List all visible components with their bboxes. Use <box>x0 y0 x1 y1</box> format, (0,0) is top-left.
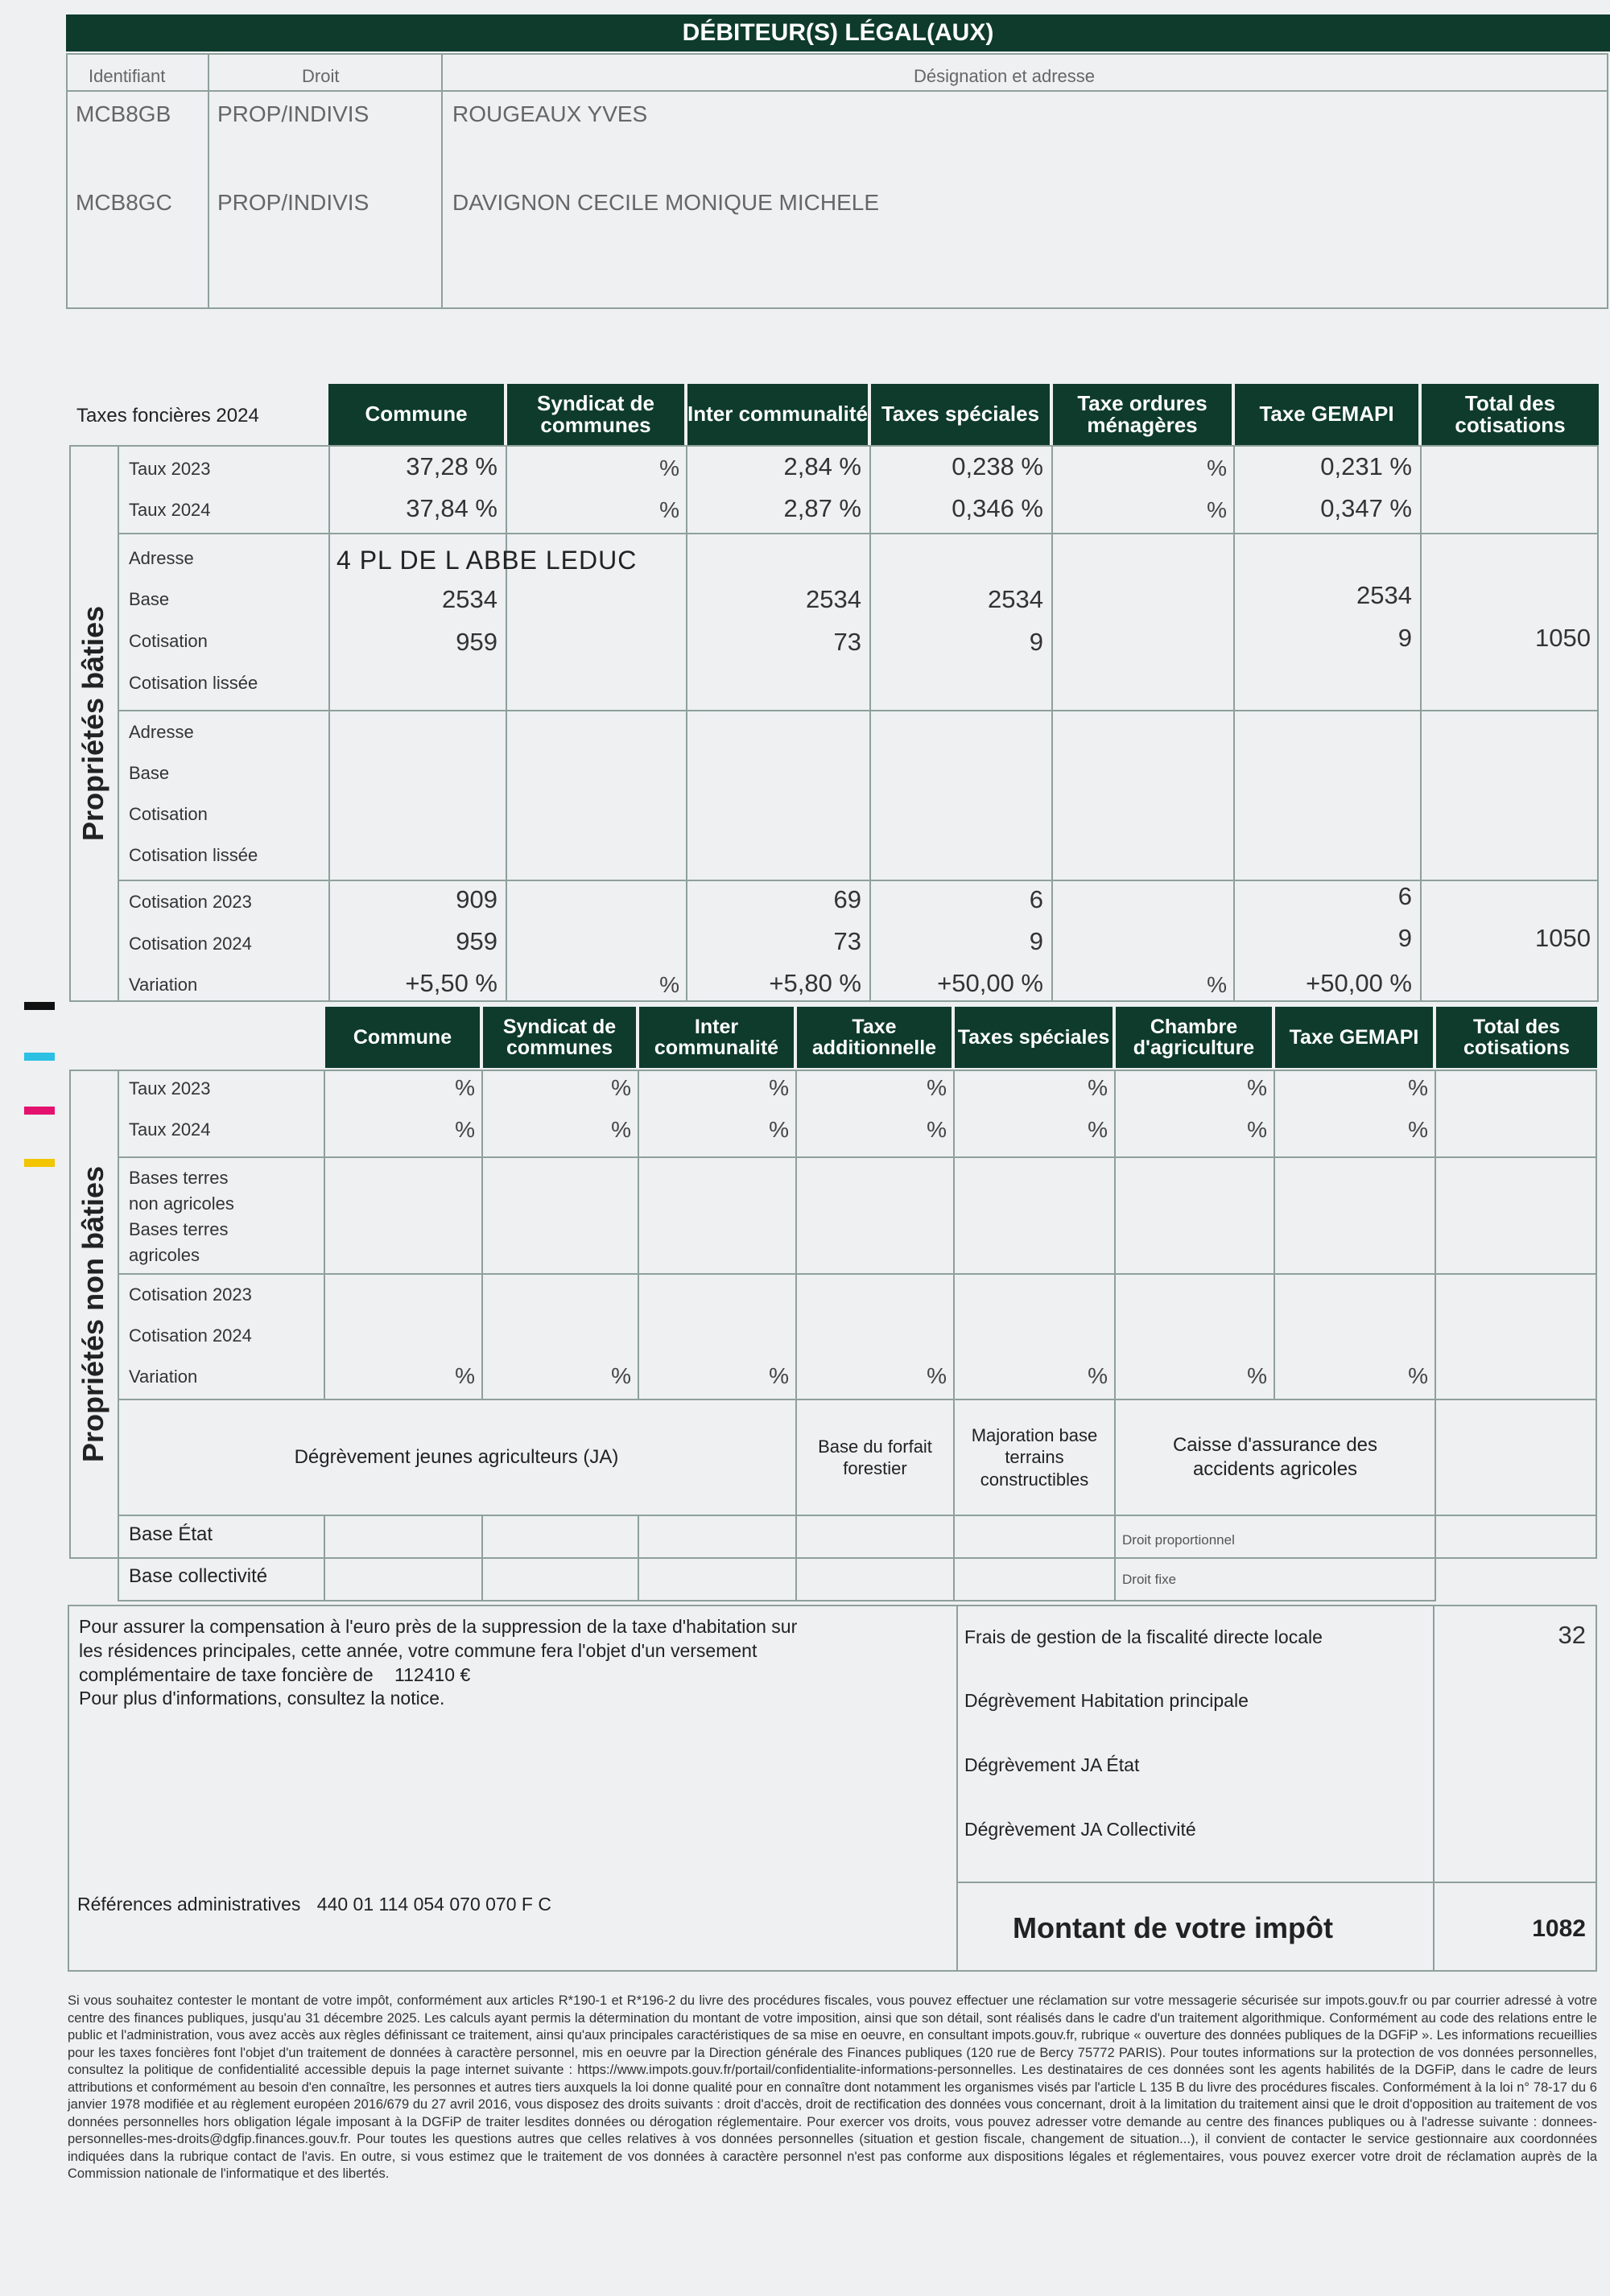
batie-taux-2023-commune: 37,28 % <box>406 452 497 480</box>
frais-value: 32 <box>1558 1621 1586 1649</box>
nb-taux-2023-gemapi: % <box>1408 1075 1428 1100</box>
nb-taux-2024-gemapi: % <box>1408 1117 1428 1142</box>
nb-variation-label: Variation <box>129 1366 198 1387</box>
frais-label: Frais de gestion de la fiscalité directe locale <box>964 1626 1323 1647</box>
compensation-text <box>79 1614 803 1687</box>
divider <box>324 1515 325 1601</box>
nb-cot-2024-label: Cotisation 2024 <box>129 1325 252 1346</box>
batie-taux-2024-speciales: 0,346 % <box>952 494 1043 522</box>
batie-cot-2024-label: Cotisation 2024 <box>129 934 252 954</box>
batie-col-inter: Inter communalité <box>687 384 868 445</box>
batie-col-commune: Commune <box>328 384 504 445</box>
divider <box>1051 445 1053 1002</box>
batie-taux-2024-syndicat: % <box>659 497 679 522</box>
divider <box>869 445 871 1002</box>
batie-taux-2023-ordures: % <box>1207 455 1227 480</box>
batie-cot-2023-speciales: 6 <box>1029 885 1043 913</box>
nb-base-collectivite: Base collectivité <box>129 1565 268 1587</box>
batie-variation-label: Variation <box>129 975 198 995</box>
batie-taux-2023-gemapi: 0,231 % <box>1320 452 1412 480</box>
compensation-body: Pour assurer la compensation à l'euro près de la suppression de la taxe d'habitation sur les résidences principales, cette année, votre commune fera l'objet d'un versement complémentaire de taxe foncière de <box>79 1616 798 1685</box>
nb-base-etat: Base État <box>129 1523 213 1545</box>
divider <box>1114 1515 1116 1601</box>
debiteur-2-identifiant: MCB8GC <box>76 190 172 215</box>
montant-value: 1082 <box>1532 1915 1586 1942</box>
nb-taux-2023-chambre: % <box>1247 1075 1267 1100</box>
degr-habitation: Dégrèvement Habitation principale <box>964 1690 1249 1711</box>
divider <box>118 445 119 1002</box>
col-identifiant: Identifiant <box>89 66 166 86</box>
divider <box>118 1156 1597 1158</box>
batie-block1-cotisation-label: Cotisation <box>129 631 208 651</box>
nb-col-speciales: Taxes spéciales <box>955 1007 1113 1068</box>
references-value: 440 01 114 054 070 070 F C <box>316 1894 551 1915</box>
batie-taux-2023-label: Taux 2023 <box>129 459 211 479</box>
batie-taux-2023-inter: 2,84 % <box>783 452 861 480</box>
divider <box>118 710 1599 711</box>
nb-taux-2023-inter: % <box>769 1075 789 1100</box>
debiteur-1-identifiant: MCB8GB <box>76 101 171 126</box>
compensation-amount: 112410 € <box>394 1664 471 1685</box>
batie-variation-commune: +5,50 % <box>405 969 497 997</box>
batie-cot-2023-commune: 909 <box>456 885 497 913</box>
nb-taux-2023-speciales: % <box>1088 1075 1108 1100</box>
divider <box>118 1273 1597 1275</box>
batie-block1-cot-speciales: 9 <box>1029 628 1043 656</box>
batie-variation-inter: +5,80 % <box>769 969 861 997</box>
debiteur-1-droit: PROP/INDIVIS <box>217 101 369 126</box>
nb-col-commune: Commune <box>325 1007 480 1068</box>
nb-taux-2024-syndicat: % <box>611 1117 631 1142</box>
batie-taux-2024-commune: 37,84 % <box>406 494 497 522</box>
batie-col-total: Total des cotisations <box>1422 384 1599 445</box>
batie-cot-2023-gemapi: 6 <box>1397 882 1412 910</box>
divider <box>118 533 1599 534</box>
nb-variation-inter: % <box>769 1363 789 1388</box>
nb-variation-syndicat: % <box>611 1363 631 1388</box>
batie-block1-cot-commune: 959 <box>456 628 497 656</box>
divider <box>956 1605 958 1972</box>
batie-cot-2024-speciales: 9 <box>1029 927 1043 955</box>
references-admin <box>77 1894 551 1915</box>
col-droit: Droit <box>302 66 340 86</box>
nb-vertical-title: Propriétés non bâties <box>76 1165 109 1463</box>
batie-block1-cot-gemapi: 9 <box>1397 624 1412 652</box>
debiteurs-title: DÉBITEUR(S) LÉGAL(AUX) <box>66 14 1610 52</box>
batie-taux-2023-speciales: 0,238 % <box>952 452 1043 480</box>
batie-block1-base-label: Base <box>129 589 170 609</box>
batie-cot-2024-gemapi: 9 <box>1397 924 1412 952</box>
nb-col-total: Total des cotisations <box>1436 1007 1597 1068</box>
batie-block1-base-speciales: 2534 <box>988 585 1043 613</box>
batie-cot-2024-commune: 959 <box>456 927 497 955</box>
printer-mark-yellow <box>24 1159 55 1167</box>
nb-majoration: Majoration base terrains constructibles <box>971 1424 1098 1490</box>
batie-col-speciales: Taxes spéciales <box>871 384 1050 445</box>
batie-cot-2023-label: Cotisation 2023 <box>129 892 252 912</box>
batie-block1-adresse-label: Adresse <box>129 548 194 568</box>
nb-taux-2023-commune: % <box>455 1075 475 1100</box>
nb-base-rows-box <box>118 1515 1436 1601</box>
batie-cot-2023-inter: 69 <box>833 885 861 913</box>
batie-cot-2024-inter: 73 <box>833 927 861 955</box>
nb-col-additionnelle: Taxe additionnelle <box>797 1007 952 1068</box>
col-designation: Désignation et adresse <box>914 66 1096 86</box>
nb-variation-speciales: % <box>1088 1363 1108 1388</box>
batie-taux-2024-ordures: % <box>1207 497 1227 522</box>
divider <box>795 1515 797 1601</box>
batie-col-gemapi: Taxe GEMAPI <box>1235 384 1418 445</box>
batie-block1-lissee-label: Cotisation lissée <box>129 673 258 693</box>
nb-variation-chambre: % <box>1247 1363 1267 1388</box>
batie-block2-base-label: Base <box>129 763 170 783</box>
divider <box>1420 445 1422 1002</box>
debiteur-2-designation: DAVIGNON CECILE MONIQUE MICHELE <box>452 190 880 215</box>
batie-vertical-title: Propriétés bâties <box>76 605 109 842</box>
divider <box>956 1882 1597 1883</box>
batie-taux-2024-inter: 2,87 % <box>783 494 861 522</box>
nb-caisse: Caisse d'assurance des accidents agricoles <box>1172 1434 1378 1480</box>
batie-col-ordures: Taxe ordures ménagères <box>1053 384 1232 445</box>
divider <box>686 445 687 1002</box>
batie-block2-lissee-label: Cotisation lissée <box>129 845 258 865</box>
degr-ja-collectivite: Dégrèvement JA Collectivité <box>964 1819 1196 1840</box>
nb-droit-proportionnel: Droit proportionnel <box>1122 1532 1235 1548</box>
montant-label: Montant de votre impôt <box>1013 1911 1333 1944</box>
divider <box>506 445 507 1002</box>
nb-col-gemapi: Taxe GEMAPI <box>1275 1007 1433 1068</box>
nb-taux-2024-label: Taux 2024 <box>129 1119 211 1140</box>
nb-variation-gemapi: % <box>1408 1363 1428 1388</box>
nb-cot-2023-label: Cotisation 2023 <box>129 1284 252 1305</box>
printer-mark-cyan <box>24 1053 55 1061</box>
printer-mark-black <box>24 1002 55 1010</box>
nb-col-chambre: Chambre d'agriculture <box>1116 1007 1272 1068</box>
nb-taux-2023-label: Taux 2023 <box>129 1078 211 1099</box>
nb-bases-label: Bases terres non agricoles Bases terres agricoles <box>129 1168 234 1265</box>
nb-taux-2023-syndicat: % <box>611 1075 631 1100</box>
divider <box>118 880 1599 881</box>
degr-ja-etat: Dégrèvement JA État <box>964 1754 1140 1775</box>
nb-taux-2024-additionnelle: % <box>927 1117 947 1142</box>
batie-variation-ordures: % <box>1207 972 1227 997</box>
nb-droit-fixe: Droit fixe <box>1122 1572 1177 1587</box>
nb-variation-commune: % <box>455 1363 475 1388</box>
divider <box>66 90 1608 92</box>
batie-variation-gemapi: +50,00 % <box>1306 969 1412 997</box>
divider <box>638 1515 639 1601</box>
batie-cot-2024-total: 1050 <box>1535 924 1591 952</box>
nb-taux-2024-commune: % <box>455 1117 475 1142</box>
printer-mark-magenta <box>24 1107 55 1115</box>
divider <box>1233 445 1235 1002</box>
batie-block1-base-commune: 2534 <box>442 585 497 613</box>
batie-taux-2024-gemapi: 0,347 % <box>1320 494 1412 522</box>
batie-taux-2024-label: Taux 2024 <box>129 500 211 520</box>
legal-notice: Si vous souhaitez contester le montant de votre impôt, conformément aux articles R*190-1 et R*196-2 du livre des procédures fiscales, vous pouvez effectuer une réclamation sur votre messagerie sécurisée sur impots.gouv.fr ou par courrier adressé à votre centre des finances publiques, jusqu'au 31 décembre 2025. Les calculs ayant permis la détermination du montant de votre imposition, ainsi que son détail, sont réalisés dans le cadre d'un traitement algorithmique. Conformément au code des relations entre le public et l'administration, vous avez accès aux règles définissant ce traitement, ainsi qu'aux principales caractéristiques de sa mise en oeuvre, en consultant impots.gouv.fr, rubrique « ouverture des données publiques de la DGFiP ». Les informations recueillies pour les taxes foncières font l'objet d'un traitement de données à caractère personnel, mis en oeuvre par la Direction générale des Finances publiques (120 rue de Bercy 75772 PARIS). Pour toutes informations sur la protection de vos données personnelles, consultez la politique de confidentialité accessible depuis la page internet suivante : https://www.impots.gouv.fr/portail/confidentialite-informations-personnelles. Les destinataires de ces données sont les agents habilités de la DGFiP, dans le cadre de leurs attributions et conformément au besoin d'en connaître, les personnes et autres tiers auxquels la loi donne qualité pour en connaître dont notamment les organismes visés par l'article L 135 B du livre des procédures fiscales. Conformément à la loi n° 78-17 du 6 janvier 1978 modifiée et au règlement européen 2016/679 du 27 avril 2016, vous disposez des droits suivants : droit d'accès, droit de rectification des données vous concernant, droit à la limitation du traitement ainsi que le droit d'opposition au traitement de vos données personnelles hors obligation légale imposant à la DGFiP de traiter lesdites données ou dérogation réglementaire. Pour exercer vos droits, vous pouvez adresser votre demande au centre des finances publiques ou à l'adresse suivante : donnees-personnelles-mes-droits@dgfip.finances.gouv.fr. Pour toutes les questions autres que celles relatives à vos données personnelles (situation et gestion fiscale, changement de situation...), il convient de contacter le service gestionnaire aux coordonnées indiquées dans la rubrique contact de l'avis. En outre, si vous estimez que le traitement de vos données à caractère personnel n'est pas conforme aux dispositions légales et réglementaires, vous pouvez exercer votre droit de réclamation auprès de la Commission nationale de l'informatique et des libertés. <box>68 1993 1597 2181</box>
batie-col-syndicat: Syndicat de communes <box>507 384 684 445</box>
divider <box>328 445 330 1002</box>
batie-block1-cot-total: 1050 <box>1535 624 1591 652</box>
batie-block2-cotisation-label: Cotisation <box>129 804 208 824</box>
divider <box>481 1515 483 1601</box>
nb-taux-2023-additionnelle: % <box>927 1075 947 1100</box>
nb-taux-2024-inter: % <box>769 1117 789 1142</box>
batie-block1-cot-inter: 73 <box>833 628 861 656</box>
nb-taux-2024-chambre: % <box>1247 1117 1267 1142</box>
debiteur-2-droit: PROP/INDIVIS <box>217 190 369 215</box>
batie-block2-adresse-label: Adresse <box>129 722 194 742</box>
batie-variation-speciales: +50,00 % <box>937 969 1043 997</box>
nb-degrevement-ja: Dégrèvement jeunes agriculteurs (JA) <box>294 1446 619 1468</box>
batie-block1-base-gemapi: 2534 <box>1356 581 1412 609</box>
nb-taux-2024-speciales: % <box>1088 1117 1108 1142</box>
batie-taux-2023-syndicat: % <box>659 455 679 480</box>
batie-block1-base-inter: 2534 <box>806 585 861 613</box>
nb-col-inter: Inter communalité <box>639 1007 794 1068</box>
batie-section-label: Taxes foncières 2024 <box>76 405 259 427</box>
nb-base-forfait: Base du forfait forestier <box>818 1436 932 1478</box>
batie-variation-syndicat: % <box>659 972 679 997</box>
info-text: Pour plus d'informations, consultez la notice. <box>79 1688 445 1709</box>
nb-variation-additionnelle: % <box>927 1363 947 1388</box>
debiteur-1-designation: ROUGEAUX YVES <box>452 101 648 126</box>
batie-block1-adresse: 4 PL DE L ABBE LEDUC <box>336 546 638 575</box>
references-label: Références administratives <box>77 1894 301 1915</box>
divider <box>953 1515 955 1601</box>
batie-grid <box>69 445 1599 1002</box>
divider <box>1435 1070 1436 1559</box>
nb-col-syndicat: Syndicat de communes <box>483 1007 636 1068</box>
